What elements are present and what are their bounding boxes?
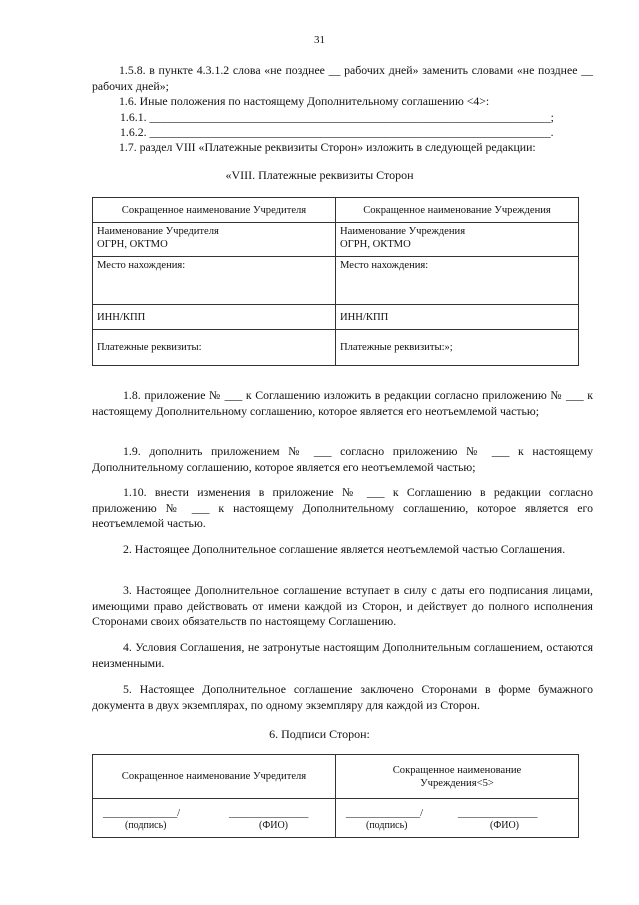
requisites-founder-inn: ИНН/КПП	[93, 305, 336, 330]
requisites-founder-location: Место нахождения:	[93, 257, 336, 305]
signatures-header-institution-line2: Учреждения<5>	[420, 777, 494, 789]
founder-signature-line: ______________/	[103, 808, 181, 819]
signatures-title: 6. Подписи Сторон:	[269, 727, 370, 741]
page-number: 31	[314, 34, 325, 46]
founder-signature-caption: (подпись)	[125, 820, 167, 831]
paragraph-1-10: 1.10. внести изменения в приложение № ___ к Соглашению в редакции согласно приложению № ___ к настоящему Дополнительному соглашению, которое является его неотъемлемой частью.	[92, 485, 593, 530]
paragraph-1-9: 1.9. дополнить приложением № ___ согласно приложению № ___ к настоящему Дополнительному соглашению, которое является его неотъемлемой частью;	[92, 444, 593, 474]
founder-signature-cell	[93, 799, 336, 838]
requisites-title: «VIII. Платежные реквизиты Сторон	[225, 168, 414, 182]
requisites-institution-payment: Платежные реквизиты:»;	[336, 330, 579, 366]
paragraph-3: 3. Настоящее Дополнительное соглашение вступает в силу с даты его подписания лицами, имеющими право действовать от имени каждой из Сторон, и действует до полного исполнения Сторонами своих обязательств по настоящему Соглашению.	[92, 583, 593, 628]
founder-fio-caption: (ФИО)	[259, 820, 289, 831]
signatures-header-institution-line1: Сокращенное наименование	[392, 764, 522, 776]
paragraph-4: 4. Условия Соглашения, не затронутые настоящим Дополнительным соглашением, остаются неизменными.	[92, 640, 593, 670]
paragraph-1-6: 1.6. Иные положения по настоящему Дополнительному соглашению <4>:	[119, 94, 490, 108]
institution-ogrn-label: ОГРН, ОКТМО	[340, 239, 411, 250]
paragraph-5: 5. Настоящее Дополнительное соглашение заключено Сторонами в форме бумажного документа в двух экземплярах, по одному экземпляру для каждой из Сторон.	[92, 682, 593, 712]
founder-fio-line: _______________	[229, 808, 309, 819]
institution-signature-line: ______________/	[346, 808, 424, 819]
signatures-table	[92, 754, 579, 838]
paragraph-1-5-8: 1.5.8. в пункте 4.3.1.2 слова «не позднее __ рабочих дней» заменить словами «не позднее __ рабочих дней»;	[92, 63, 593, 93]
requisites-founder-name	[93, 223, 336, 257]
requisites-table	[92, 197, 579, 366]
requisites-institution-inn: ИНН/КПП	[336, 305, 579, 330]
paragraph-1-6-2: 1.6.2. ____________________________________________________________________.	[120, 125, 554, 139]
requisites-founder-payment: Платежные реквизиты:	[93, 330, 336, 366]
requisites-institution-name	[336, 223, 579, 257]
founder-ogrn-label: ОГРН, ОКТМО	[97, 239, 168, 250]
institution-signature-cell	[336, 799, 579, 838]
founder-name-label: Наименование Учредителя	[97, 226, 219, 237]
signatures-header-founder: Сокращенное наименование Учредителя	[93, 755, 336, 799]
institution-signature-caption: (подпись)	[366, 820, 408, 831]
requisites-institution-location: Место нахождения:	[336, 257, 579, 305]
paragraph-2: 2. Настоящее Дополнительное соглашение является неотъемлемой частью Соглашения.	[123, 542, 566, 556]
requisites-header-founder: Сокращенное наименование Учредителя	[93, 198, 336, 223]
institution-name-label: Наименование Учреждения	[340, 226, 466, 237]
paragraph-1-6-1: 1.6.1. ____________________________________________________________________;	[120, 110, 554, 124]
requisites-header-institution: Сокращенное наименование Учреждения	[336, 198, 579, 223]
signatures-header-institution	[336, 755, 579, 799]
institution-fio-caption: (ФИО)	[490, 820, 520, 831]
paragraph-1-8: 1.8. приложение № ___ к Соглашению изложить в редакции согласно приложению № ___ к настоящему Дополнительному соглашению, которое является его неотъемлемой частью;	[92, 388, 593, 418]
institution-fio-line: _______________	[458, 808, 538, 819]
paragraph-1-7: 1.7. раздел VIII «Платежные реквизиты Сторон» изложить в следующей редакции:	[119, 140, 536, 154]
